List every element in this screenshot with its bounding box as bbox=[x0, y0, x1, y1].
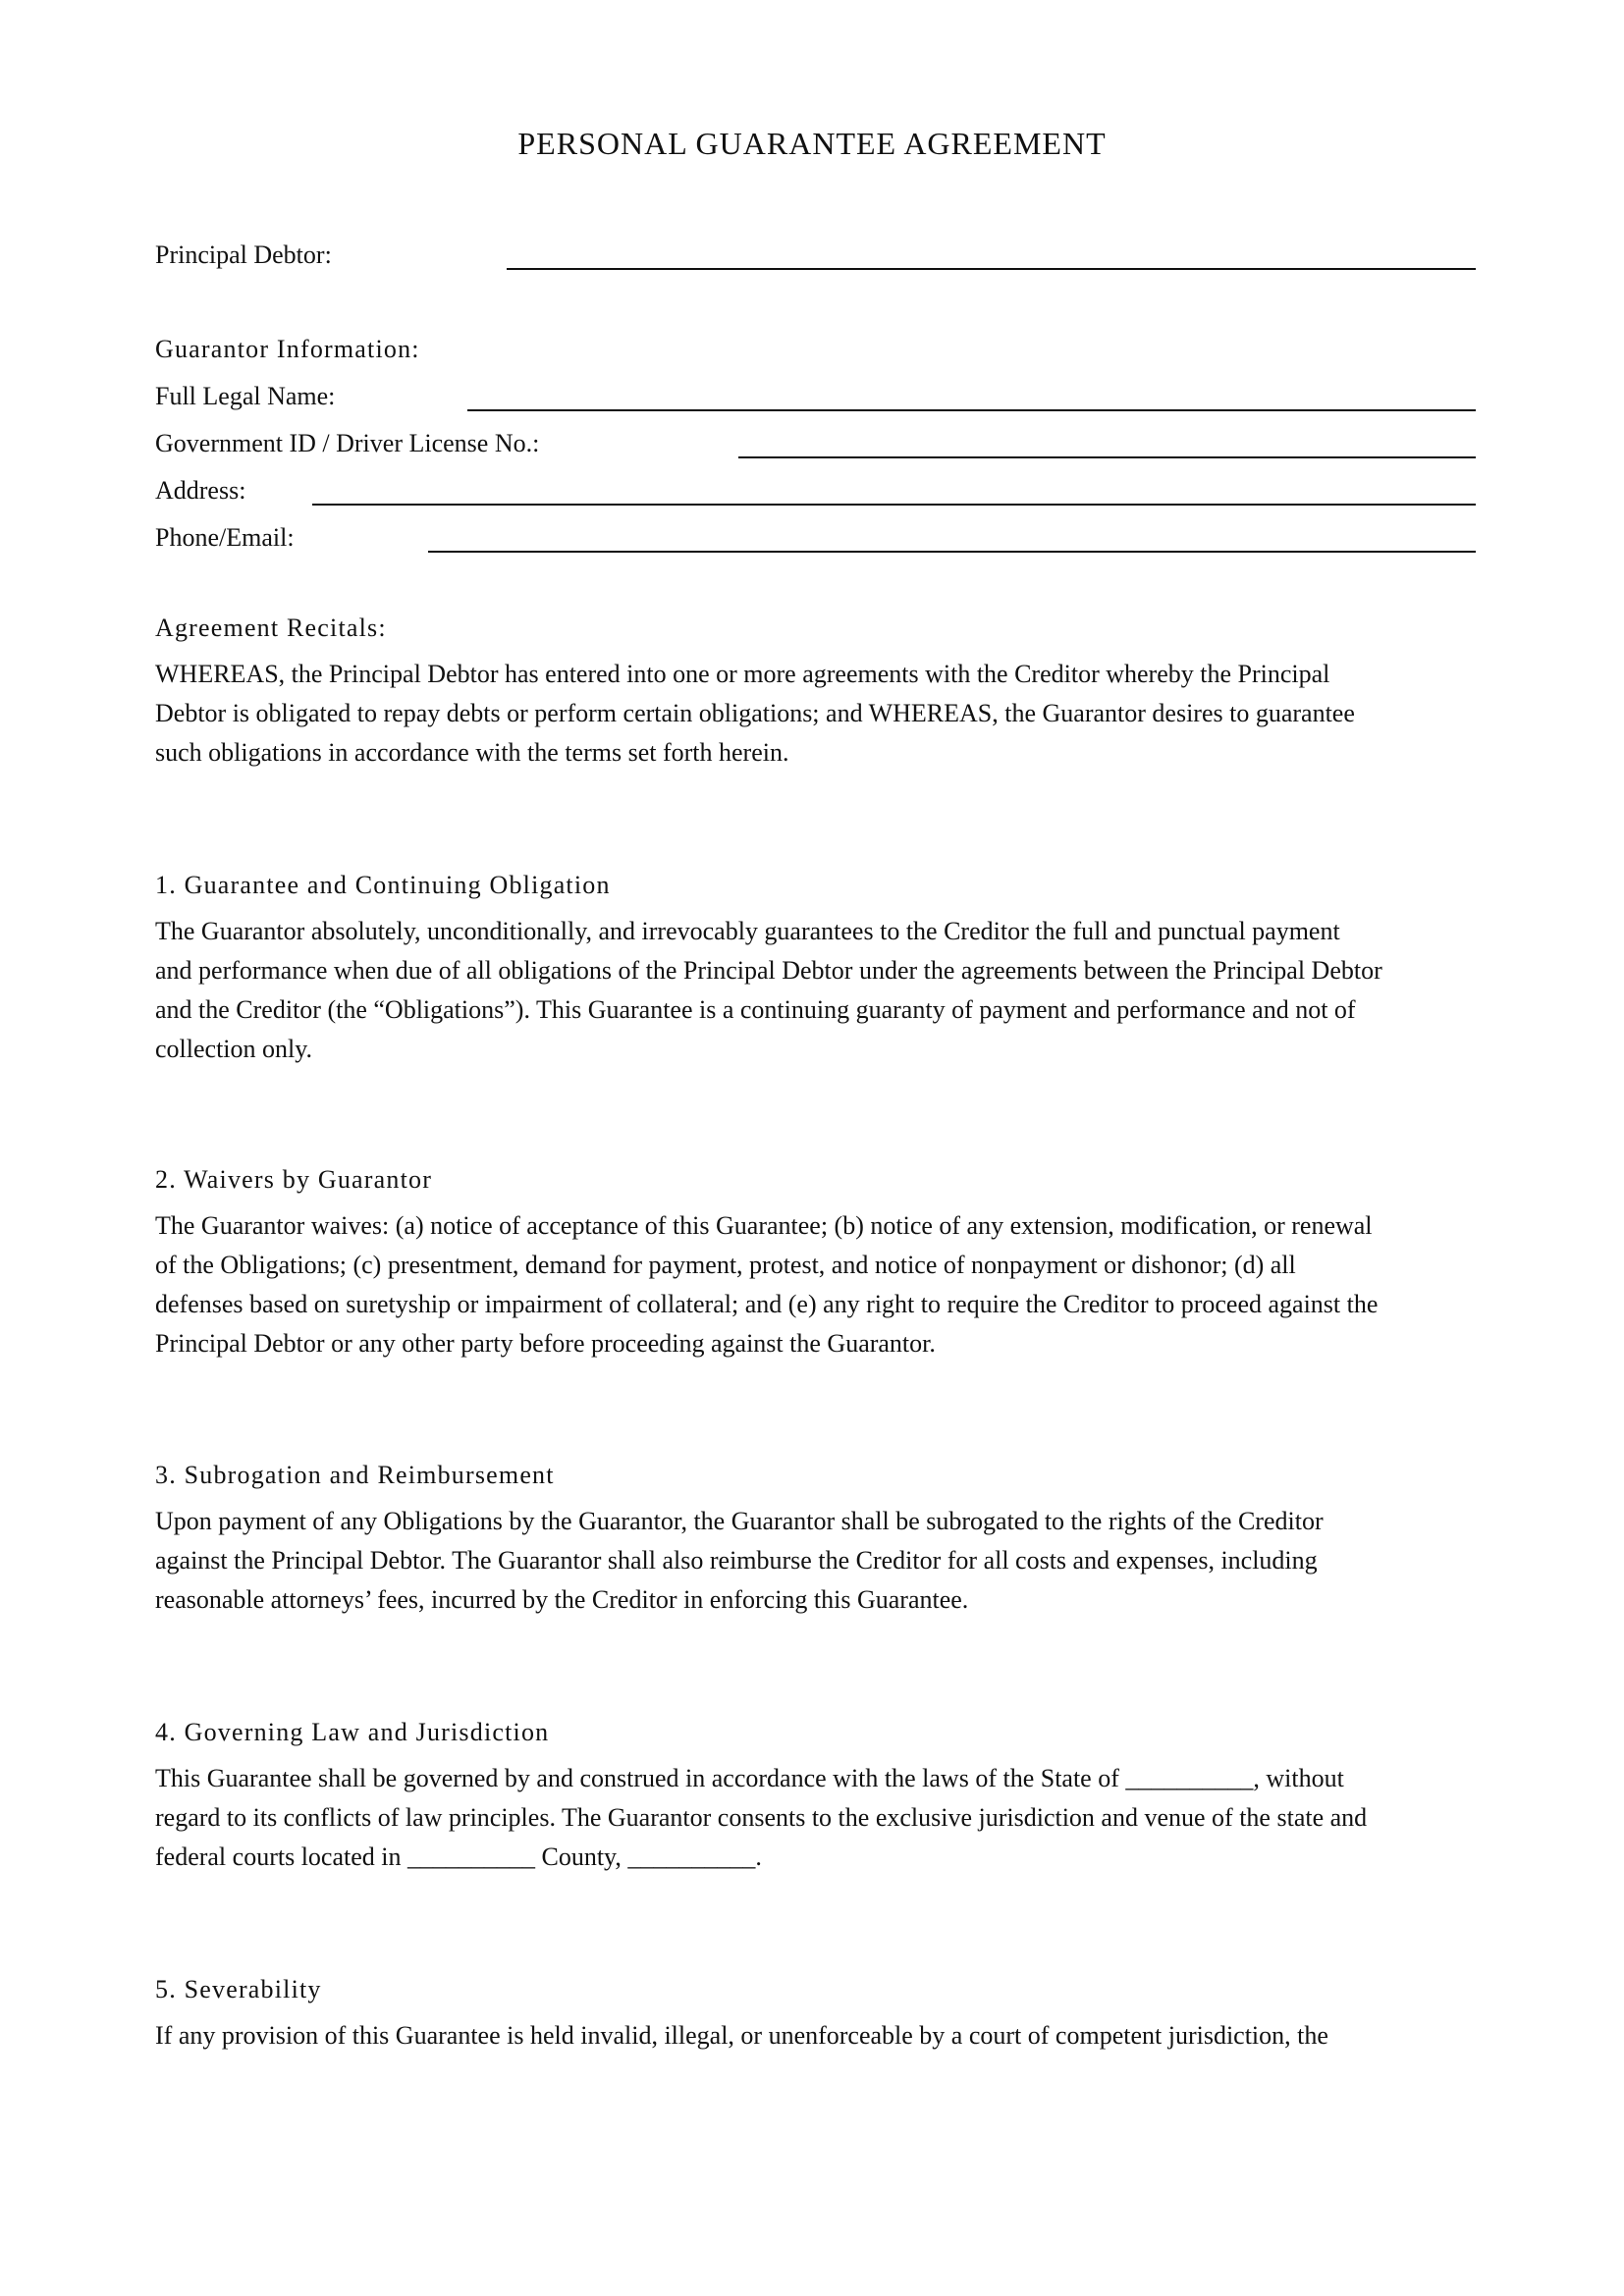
section-1-line: and the Creditor (the “Obligations”). This Guarantee is a continuing guaranty of payment and performance and not of bbox=[155, 995, 1356, 1024]
section-1-line: and performance when due of all obligations of the Principal Debtor under the agreements between the Principal Debtor bbox=[155, 956, 1382, 985]
section-2-line: of the Obligations; (c) presentment, demand for payment, protest, and notice of nonpayment or dishonor; (d) all bbox=[155, 1251, 1296, 1279]
principal-debtor-line[interactable] bbox=[507, 268, 1476, 270]
section-3-heading: 3. Subrogation and Reimbursement bbox=[155, 1461, 555, 1489]
section-4-line: This Guarantee shall be governed by and construed in accordance with the laws of the State of __________, without bbox=[155, 1764, 1344, 1792]
section-1-paragraph bbox=[155, 912, 1481, 1069]
address-label: Address: bbox=[155, 476, 246, 505]
full-legal-name-line[interactable] bbox=[467, 409, 1476, 411]
recitals-line: WHEREAS, the Principal Debtor has entered into one or more agreements with the Creditor whereby the Principal bbox=[155, 660, 1330, 688]
phone-email-line[interactable] bbox=[428, 551, 1476, 553]
section-2-line: The Guarantor waives: (a) notice of acceptance of this Guarantee; (b) notice of any extension, modification, or renewal bbox=[155, 1211, 1373, 1240]
recitals-paragraph bbox=[155, 655, 1481, 773]
full-legal-name-label: Full Legal Name: bbox=[155, 382, 336, 410]
section-2-heading: 2. Waivers by Guarantor bbox=[155, 1165, 433, 1194]
recitals-heading: Agreement Recitals: bbox=[155, 614, 387, 642]
address-field bbox=[155, 471, 1476, 510]
full-legal-name-field bbox=[155, 377, 1476, 416]
section-3-line: reasonable attorneys’ fees, incurred by the Creditor in enforcing this Guarantee. bbox=[155, 1585, 969, 1614]
document-title: PERSONAL GUARANTEE AGREEMENT bbox=[517, 126, 1107, 161]
address-line[interactable] bbox=[312, 504, 1476, 506]
recitals-line: Debtor is obligated to repay debts or perform certain obligations; and WHEREAS, the Guarantor desires to guarantee bbox=[155, 699, 1355, 727]
principal-debtor-field bbox=[155, 236, 1476, 275]
section-4-line: regard to its conflicts of law principles. The Guarantor consents to the exclusive jurisdiction and venue of the state and bbox=[155, 1803, 1368, 1832]
section-5-line: If any provision of this Guarantee is held invalid, illegal, or unenforceable by a court of competent jurisdiction, the bbox=[155, 2021, 1328, 2050]
phone-email-label: Phone/Email: bbox=[155, 523, 295, 552]
section-4-heading: 4. Governing Law and Jurisdiction bbox=[155, 1718, 550, 1746]
section-3-line: against the Principal Debtor. The Guarantor shall also reimburse the Creditor for all costs and expenses, including bbox=[155, 1546, 1318, 1575]
principal-debtor-label: Principal Debtor: bbox=[155, 240, 332, 269]
section-3-line: Upon payment of any Obligations by the Guarantor, the Guarantor shall be subrogated to the rights of the Creditor bbox=[155, 1507, 1324, 1535]
section-2-line: defenses based on suretyship or impairment of collateral; and (e) any right to require the Creditor to proceed against the bbox=[155, 1290, 1379, 1318]
government-id-field bbox=[155, 424, 1476, 463]
section-2-line: Principal Debtor or any other party before proceeding against the Guarantor. bbox=[155, 1329, 936, 1358]
section-3-paragraph bbox=[155, 1502, 1481, 1620]
section-4-line: federal courts located in __________ County, __________. bbox=[155, 1842, 762, 1871]
section-4-paragraph bbox=[155, 1759, 1481, 1877]
government-id-label: Government ID / Driver License No.: bbox=[155, 429, 540, 457]
section-1-line: The Guarantor absolutely, unconditionally, and irrevocably guarantees to the Creditor the full and punctual payment bbox=[155, 917, 1340, 945]
section-2-paragraph bbox=[155, 1206, 1481, 1363]
section-5-paragraph bbox=[155, 2016, 1481, 2056]
section-1-heading: 1. Guarantee and Continuing Obligation bbox=[155, 871, 611, 899]
section-1-line: collection only. bbox=[155, 1035, 313, 1063]
section-5-heading: 5. Severability bbox=[155, 1975, 322, 2003]
recitals-line: such obligations in accordance with the terms set forth herein. bbox=[155, 738, 789, 767]
government-id-line[interactable] bbox=[738, 456, 1476, 458]
phone-email-field bbox=[155, 518, 1476, 558]
guarantor-info-heading: Guarantor Information: bbox=[155, 335, 420, 363]
